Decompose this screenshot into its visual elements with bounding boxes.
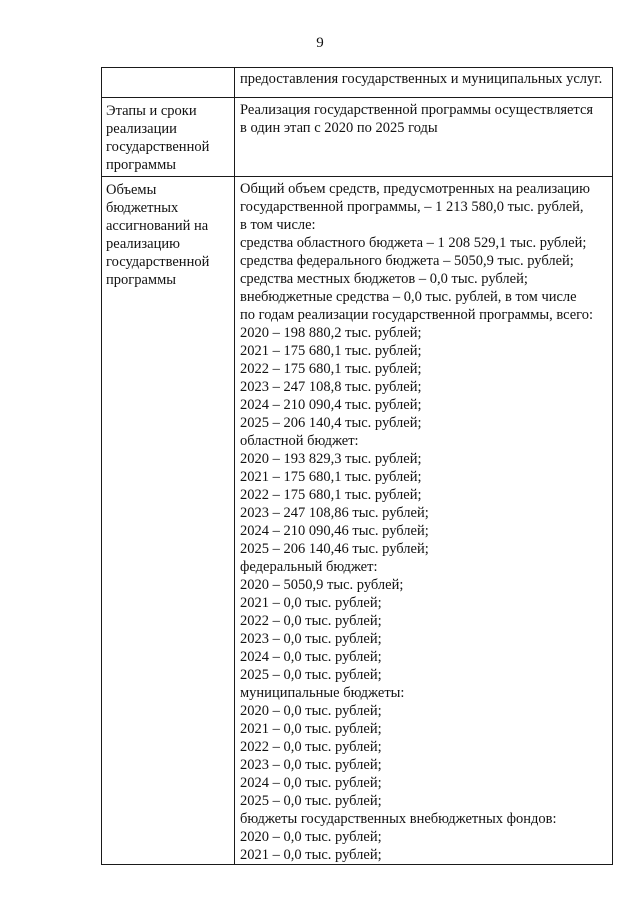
value-line: внебюджетные средства – 0,0 тыс. рублей, в том числе: [240, 289, 577, 305]
table-row: [102, 68, 613, 98]
table-row: [102, 98, 613, 177]
row-label-cell: [102, 68, 235, 98]
label-line: программы: [106, 272, 176, 288]
value-line: 2020 – 0,0 тыс. рублей;: [240, 703, 382, 719]
value-line: 2024 – 210 090,46 тыс. рублей;: [240, 523, 429, 539]
page-number: 9: [316, 35, 324, 51]
label-line: государственной: [106, 139, 210, 155]
value-line: 2022 – 175 680,1 тыс. рублей;: [240, 487, 422, 503]
label-line: ассигнований на: [106, 218, 209, 234]
row-label-cell: [102, 177, 235, 865]
label-line: реализацию: [106, 236, 180, 252]
value-line: в один этап с 2020 по 2025 годы: [240, 120, 438, 136]
value-line: 2021 – 0,0 тыс. рублей;: [240, 595, 382, 611]
value-line: 2020 – 193 829,3 тыс. рублей;: [240, 451, 422, 467]
value-line: 2025 – 206 140,4 тыс. рублей;: [240, 415, 422, 431]
value-line: Общий объем средств, предусмотренных на реализацию: [240, 181, 590, 197]
label-line: Объемы: [106, 182, 157, 198]
label-line: государственной: [106, 254, 210, 270]
value-line: 2022 – 0,0 тыс. рублей;: [240, 739, 382, 755]
value-line: 2020 – 198 880,2 тыс. рублей;: [240, 325, 422, 341]
program-passport-table: [101, 67, 613, 865]
value-line: 2020 – 5050,9 тыс. рублей;: [240, 577, 404, 593]
value-line: 2023 – 0,0 тыс. рублей;: [240, 631, 382, 647]
value-line: 2023 – 247 108,86 тыс. рублей;: [240, 505, 429, 521]
row-label-cell: [102, 98, 235, 177]
value-line: средства федерального бюджета – 5050,9 тыс. рублей;: [240, 253, 574, 269]
value-line: 2022 – 175 680,1 тыс. рублей;: [240, 361, 422, 377]
value-line: 2024 – 0,0 тыс. рублей;: [240, 649, 382, 665]
value-line: Реализация государственной программы осуществляется: [240, 102, 594, 118]
value-line: 2024 – 210 090,4 тыс. рублей;: [240, 397, 422, 413]
value-line: 2023 – 0,0 тыс. рублей;: [240, 757, 382, 773]
label-line: Этапы и сроки: [106, 103, 197, 119]
value-line: 2020 – 0,0 тыс. рублей;: [240, 829, 382, 845]
value-line: предоставления государственных и муниципальных услуг.: [240, 71, 603, 87]
value-line: 2022 – 0,0 тыс. рублей;: [240, 613, 382, 629]
value-line: 2021 – 0,0 тыс. рублей;: [240, 847, 382, 863]
value-line: муниципальные бюджеты:: [240, 685, 405, 701]
value-line: средства местных бюджетов – 0,0 тыс. рублей;: [240, 271, 528, 287]
value-line: 2021 – 175 680,1 тыс. рублей;: [240, 469, 422, 485]
value-line: по годам реализации государственной программы, всего:: [240, 307, 594, 323]
value-line: 2024 – 0,0 тыс. рублей;: [240, 775, 382, 791]
value-line: 2025 – 0,0 тыс. рублей;: [240, 793, 382, 809]
value-line: областной бюджет:: [240, 433, 359, 449]
row-value-cell: [235, 98, 613, 177]
row-value-cell: [235, 177, 613, 865]
label-line: реализации: [106, 121, 177, 137]
table-row: [102, 177, 613, 865]
label-line: бюджетных: [106, 200, 179, 216]
value-line: 2021 – 0,0 тыс. рублей;: [240, 721, 382, 737]
value-line: в том числе:: [240, 217, 316, 233]
value-line: средства областного бюджета – 1 208 529,1 тыс. рублей;: [240, 235, 587, 251]
value-line: бюджеты государственных внебюджетных фондов:: [240, 811, 557, 827]
value-line: 2025 – 206 140,46 тыс. рублей;: [240, 541, 429, 557]
value-line: 2025 – 0,0 тыс. рублей;: [240, 667, 382, 683]
row-value-cell: [235, 68, 613, 98]
value-line: 2023 – 247 108,8 тыс. рублей;: [240, 379, 422, 395]
value-line: федеральный бюджет:: [240, 559, 378, 575]
value-line: 2021 – 175 680,1 тыс. рублей;: [240, 343, 422, 359]
label-line: программы: [106, 157, 176, 173]
value-line: государственной программы, – 1 213 580,0 тыс. рублей,: [240, 199, 584, 215]
